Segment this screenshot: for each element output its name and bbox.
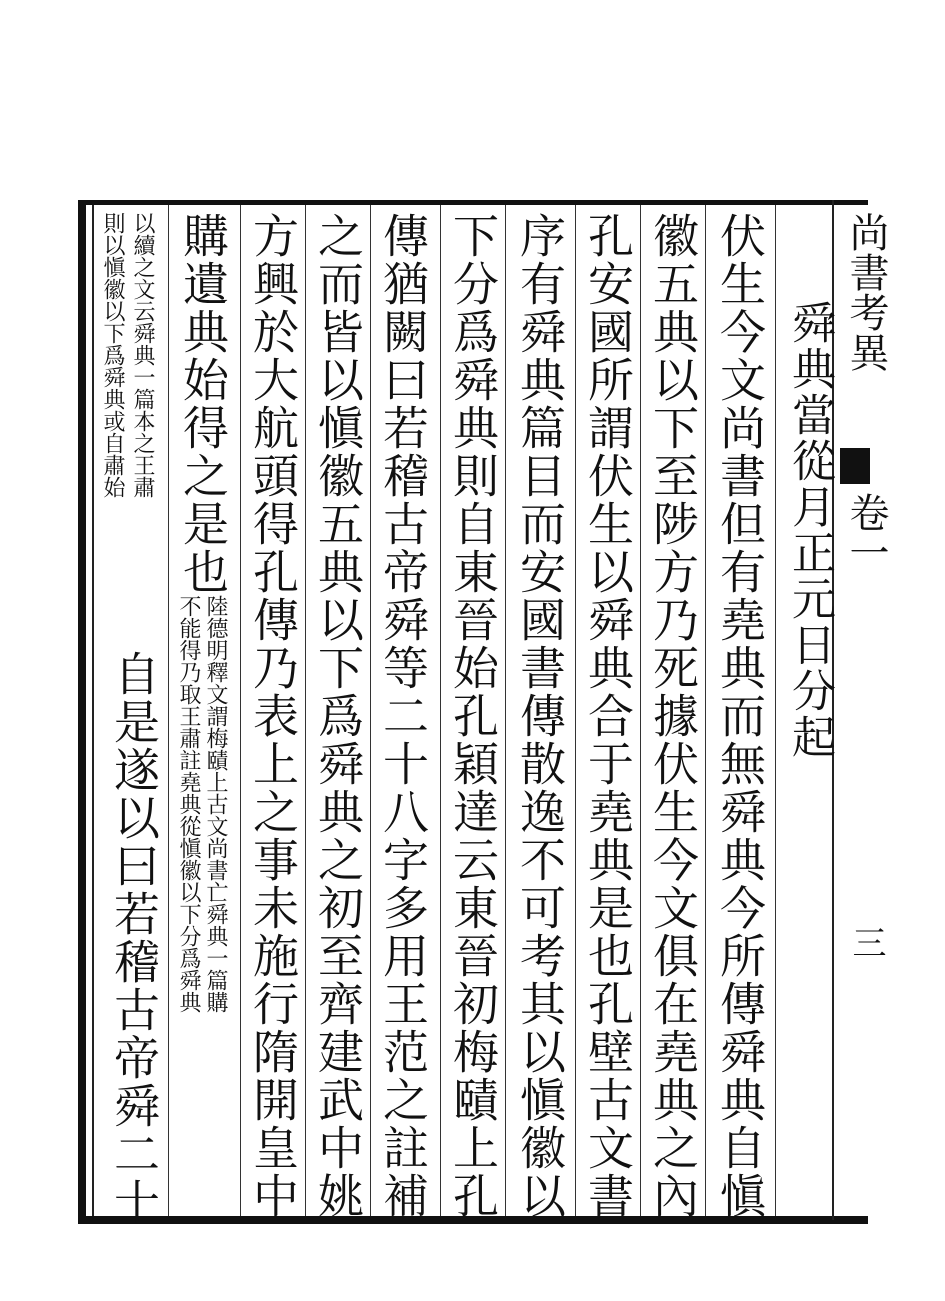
margin-page-number: 三 (846, 925, 886, 959)
text-column-10-note-right: 以續之文云舜典一篇本之王肅 (130, 212, 155, 498)
frame-inner-left-line (92, 205, 94, 1216)
section-heading: 舜典當從月正元日分起 (784, 300, 835, 760)
column-rule (240, 205, 241, 1216)
text-column-9-note-right: 陸德明釋文謂梅賾上古文尚書亡舜典一篇購 (203, 595, 228, 1013)
text-column-10-note-left: 則以愼徽以下爲舜典或自肅始 (100, 212, 125, 498)
text-column-2: 徽五典以下至陟方乃死據伏生今文俱在堯典之內 (646, 212, 700, 1220)
column-rule (305, 205, 306, 1216)
text-column-10-main: 自是遂以曰若稽古帝舜二十 (107, 650, 161, 1226)
column-rule (440, 205, 441, 1216)
frame-top-border (78, 200, 868, 205)
text-column-5: 下分爲舜典則自東晉始孔穎達云東晉初梅賾上孔 (446, 212, 500, 1220)
frame-left-border (78, 200, 86, 1224)
column-rule (168, 205, 169, 1216)
column-rule (640, 205, 641, 1216)
column-rule (505, 205, 506, 1216)
fishtail-mark (840, 448, 870, 484)
text-column-9-main: 購遺典始得之是也 (176, 212, 230, 596)
text-column-1: 伏生今文尚書但有堯典而無舜典今所傳舜典自愼 (713, 212, 767, 1220)
text-column-6: 傳猶闕曰若稽古帝舜等二十八字多用王范之註補 (376, 212, 430, 1220)
text-column-7: 之而皆以愼徽五典以下爲舜典之初至齊建武中姚 (311, 212, 365, 1220)
margin-volume: 卷一 (843, 492, 889, 572)
column-rule (575, 205, 576, 1216)
text-column-8: 方興於大航頭得孔傳乃表上之事未施行隋開皇中 (246, 212, 300, 1220)
margin-title: 尚書考異 (843, 212, 889, 372)
column-rule (705, 205, 706, 1216)
column-rule (370, 205, 371, 1216)
text-column-9-note-left: 不能得乃取王肅註堯典從愼徽以下分爲舜典 (176, 595, 201, 1013)
text-column-3: 孔安國所謂伏生以舜典合于堯典是也孔壁古文書 (581, 212, 635, 1220)
text-column-4: 序有舜典篇目而安國書傳散逸不可考其以愼徽以 (513, 212, 567, 1220)
column-rule (775, 205, 776, 1216)
